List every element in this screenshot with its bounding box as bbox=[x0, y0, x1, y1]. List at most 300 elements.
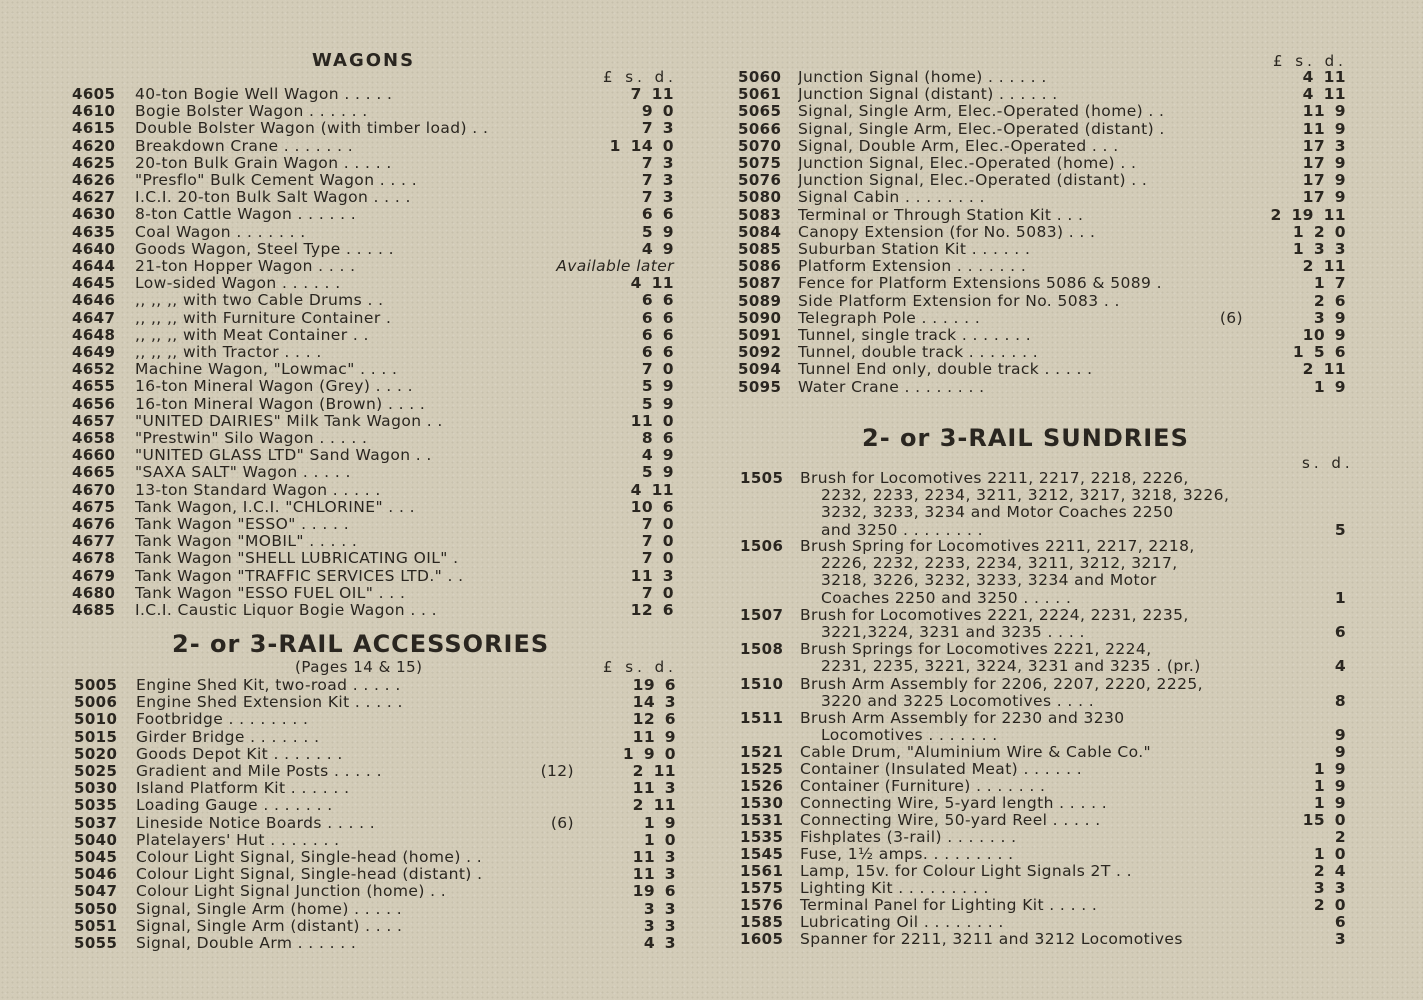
item-description: "SAXA SALT" Wagon . . . . . bbox=[135, 464, 351, 482]
sundries-col-header: s. d. bbox=[1302, 454, 1354, 472]
list-item bbox=[0, 69, 1423, 86]
catalogue-number: 5085 bbox=[738, 240, 782, 258]
item-price: 6 bbox=[1334, 623, 1346, 642]
list-item bbox=[0, 344, 1423, 361]
catalogue-number: 5090 bbox=[738, 308, 782, 327]
item-description: Platform Extension . . . . . . . bbox=[798, 258, 1027, 276]
list-item bbox=[0, 121, 1423, 138]
item-price: 17 9 bbox=[1302, 171, 1346, 190]
item-price: 5 9 bbox=[641, 222, 674, 241]
catalogue-number: 5091 bbox=[738, 326, 782, 344]
item-description: Platelayers' Hut . . . . . . . bbox=[136, 831, 340, 849]
item-price: 6 6 bbox=[641, 291, 674, 310]
item-price: 1 0 bbox=[643, 830, 676, 849]
description-line: Terminal Panel for Lighting Kit . . . . . bbox=[800, 896, 1098, 914]
item-description: Lineside Notice Boards . . . . . bbox=[136, 814, 376, 832]
description-line: Connecting Wire, 5-yard length . . . . . bbox=[800, 794, 1108, 812]
item-price: 6 6 bbox=[641, 308, 674, 327]
item-price: 6 bbox=[1334, 913, 1346, 931]
item-description bbox=[800, 607, 1245, 641]
item-description: I.C.I. 20-ton Bulk Salt Wagon . . . . bbox=[135, 189, 411, 207]
item-description: Goods Wagon, Steel Type . . . . . bbox=[135, 240, 394, 258]
catalogue-number: 4647 bbox=[72, 308, 116, 327]
catalogue-number: 1511 bbox=[740, 709, 784, 727]
item-description bbox=[800, 846, 1245, 863]
item-price: 4 bbox=[1334, 657, 1346, 676]
item-description: Fence for Platform Extensions 5086 & 5089 . bbox=[798, 275, 1162, 293]
list-item bbox=[0, 761, 1423, 778]
description-line: 2226, 2232, 2233, 2234, 3211, 3212, 3217, bbox=[821, 554, 1178, 573]
item-description: Tank Wagon "SHELL LUBRICATING OIL" . bbox=[135, 550, 459, 568]
item-price: 2 4 bbox=[1313, 862, 1346, 880]
item-description: Tank Wagon "MOBIL" . . . . . bbox=[135, 533, 358, 551]
list-item bbox=[0, 880, 1423, 897]
item-price: 3 3 bbox=[643, 916, 676, 935]
item-price: Available later bbox=[556, 257, 674, 275]
catalogue-number: 5083 bbox=[738, 205, 782, 224]
list-item bbox=[0, 794, 1423, 815]
item-price: 7 0 bbox=[641, 360, 674, 379]
description-line: Brush Spring for Locomotives 2211, 2217, 2218, bbox=[800, 537, 1195, 555]
item-description: Tank Wagon "ESSO" . . . . . bbox=[135, 516, 350, 533]
item-description: Machine Wagon, "Lowmac" . . . . bbox=[135, 361, 398, 379]
description-line: Brush Arm Assembly for 2230 and 3230 bbox=[800, 709, 1125, 727]
item-description bbox=[800, 863, 1245, 880]
item-description: Signal Cabin . . . . . . . . bbox=[798, 189, 985, 207]
item-price: 3 bbox=[1334, 930, 1346, 948]
item-description: Bogie Bolster Wagon . . . . . . bbox=[135, 103, 368, 121]
accessories-subheading: (Pages 14 & 15) bbox=[295, 658, 423, 676]
list-item bbox=[0, 447, 1423, 464]
item-description: Goods Depot Kit . . . . . . . bbox=[136, 745, 343, 763]
item-price: 10 9 bbox=[1302, 326, 1346, 344]
catalogue-number: 5092 bbox=[738, 343, 782, 362]
catalogue-number: 1521 bbox=[740, 743, 784, 761]
catalogue-number: 4644 bbox=[72, 257, 116, 275]
item-description: Colour Light Signal, Single-head (distant) . bbox=[136, 866, 483, 884]
catalogue-number: 4645 bbox=[72, 274, 116, 293]
catalogue-number: 1530 bbox=[740, 794, 784, 812]
item-price: 1 9 bbox=[1313, 760, 1346, 778]
catalogue-number: 4615 bbox=[72, 119, 116, 138]
item-description: Signal, Single Arm (home) . . . . . bbox=[136, 900, 403, 918]
item-price: 17 3 bbox=[1302, 136, 1346, 155]
item-price: 7 3 bbox=[641, 153, 674, 172]
catalogue-number: 4630 bbox=[72, 205, 116, 224]
item-price: 4 3 bbox=[643, 934, 676, 952]
item-price: 3 3 bbox=[1313, 879, 1346, 897]
item-description: Tunnel, single track . . . . . . . bbox=[798, 327, 1032, 344]
catalogue-number: 4620 bbox=[72, 136, 116, 155]
item-description: Signal, Double Arm . . . . . . bbox=[136, 935, 357, 952]
catalogue-number: 5045 bbox=[74, 848, 118, 866]
list-item bbox=[0, 470, 1423, 539]
item-price: 1 9 bbox=[1313, 794, 1346, 812]
item-description: Engine Shed Extension Kit . . . . . bbox=[136, 694, 403, 712]
catalogue-number: 1545 bbox=[740, 845, 784, 863]
list-item bbox=[0, 172, 1423, 189]
item-description: "UNITED GLASS LTD" Sand Wagon . . bbox=[135, 447, 432, 465]
description-line: Container (Insulated Meat) . . . . . . bbox=[800, 760, 1083, 778]
list-item bbox=[0, 241, 1423, 258]
item-description: 40-ton Bogie Well Wagon . . . . . bbox=[135, 86, 393, 103]
item-description bbox=[800, 778, 1245, 795]
list-item bbox=[0, 897, 1423, 914]
list-item bbox=[0, 744, 1423, 761]
item-description: Colour Light Signal Junction (home) . . bbox=[136, 883, 447, 901]
item-description bbox=[800, 761, 1245, 778]
catalogue-number: 5051 bbox=[74, 916, 118, 935]
catalogue-number: 4657 bbox=[72, 411, 116, 430]
catalogue-number: 1526 bbox=[740, 777, 784, 795]
item-price: 4 11 bbox=[1302, 85, 1346, 104]
item-description: 13-ton Standard Wagon . . . . . bbox=[135, 481, 381, 499]
item-price: 1 9 bbox=[1313, 777, 1346, 795]
catalogue-number: 1561 bbox=[740, 862, 784, 880]
item-price: 8 6 bbox=[641, 429, 674, 447]
item-price: 4 11 bbox=[630, 274, 674, 293]
item-price: 11 3 bbox=[630, 566, 674, 585]
sundries-heading: 2- or 3-RAIL SUNDRIES bbox=[862, 424, 1189, 452]
list-item bbox=[0, 207, 1423, 224]
item-description: 20-ton Bulk Grain Wagon . . . . . bbox=[135, 154, 392, 172]
description-line: Brush Arm Assembly for 2206, 2207, 2220, 2225, bbox=[800, 675, 1203, 693]
description-line: Fishplates (3-rail) . . . . . . . bbox=[800, 828, 1017, 846]
description-line: Brush Springs for Locomotives 2221, 2224, bbox=[800, 640, 1152, 658]
item-description: Tank Wagon "ESSO FUEL OIL" . . . bbox=[135, 584, 406, 602]
wagons-heading: WAGONS bbox=[312, 50, 416, 71]
item-description: Signal, Double Arm, Elec.-Operated . . . bbox=[798, 137, 1119, 155]
catalogue-number: 4640 bbox=[72, 239, 116, 258]
catalogue-number: 1525 bbox=[740, 760, 784, 778]
catalogue-number: 1575 bbox=[740, 879, 784, 897]
catalogue-number: 5086 bbox=[738, 257, 782, 276]
item-price: 2 11 bbox=[632, 796, 676, 815]
item-price: 7 0 bbox=[641, 583, 674, 602]
list-item bbox=[0, 327, 1423, 344]
item-description: "Presflo" Bulk Cement Wagon . . . . bbox=[135, 172, 418, 189]
item-description bbox=[800, 829, 1245, 846]
item-description: 16-ton Mineral Wagon (Grey) . . . . bbox=[135, 378, 413, 396]
catalogue-number: 5076 bbox=[738, 171, 782, 190]
item-price: 2 bbox=[1334, 828, 1346, 846]
catalogue-number: 1605 bbox=[740, 930, 784, 948]
description-line: Lighting Kit . . . . . . . . . bbox=[800, 879, 989, 897]
item-price: 2 19 11 bbox=[1270, 205, 1346, 224]
item-price: 5 9 bbox=[641, 394, 674, 413]
item-price: 6 6 bbox=[641, 325, 674, 344]
list-item bbox=[0, 777, 1423, 798]
item-price: 11 0 bbox=[630, 411, 674, 430]
item-price: 2 11 bbox=[632, 762, 676, 780]
description-line: 3221,3224, 3231 and 3235 . . . . bbox=[821, 623, 1085, 642]
item-price: 11 3 bbox=[632, 848, 676, 866]
list-item bbox=[0, 138, 1423, 155]
catalogue-number: 5046 bbox=[74, 865, 118, 884]
item-description: Breakdown Crane . . . . . . . bbox=[135, 137, 354, 155]
item-description: "Prestwin" Silo Wagon . . . . . bbox=[135, 430, 368, 447]
item-price: 3 3 bbox=[643, 899, 676, 918]
list-item bbox=[0, 310, 1423, 327]
catalogue-number: 5065 bbox=[738, 102, 782, 121]
catalogue-number: 4652 bbox=[72, 360, 116, 379]
list-item bbox=[0, 710, 1423, 744]
item-price: 7 11 bbox=[630, 85, 674, 103]
item-description: ,, ,, ,, with Meat Container . . bbox=[135, 326, 369, 344]
item-price: 5 bbox=[1334, 520, 1346, 539]
catalogue-number: 4605 bbox=[72, 85, 116, 103]
item-description: Junction Signal, Elec.-Operated (distant) . . bbox=[798, 172, 1148, 190]
catalogue-number: 5005 bbox=[74, 676, 118, 694]
description-line: Connecting Wire, 50-yard Reel . . . . . bbox=[800, 811, 1101, 829]
catalogue-number: 5084 bbox=[738, 222, 782, 241]
description-line: Cable Drum, "Aluminium Wire & Cable Co." bbox=[800, 743, 1152, 761]
catalogue-number: 4646 bbox=[72, 291, 116, 310]
catalogue-number: 4635 bbox=[72, 222, 116, 241]
catalogue-number: 5070 bbox=[738, 136, 782, 155]
item-price: 9 bbox=[1334, 726, 1346, 745]
description-line: 2232, 2233, 2234, 3211, 3212, 3217, 3218, 3226, bbox=[821, 486, 1230, 505]
item-price: 12 6 bbox=[632, 710, 676, 729]
item-price: 2 6 bbox=[1313, 291, 1346, 310]
catalogue-number: 5061 bbox=[738, 85, 782, 104]
item-price: 19 6 bbox=[632, 676, 676, 694]
catalogue-number: 5055 bbox=[74, 934, 118, 952]
list-item bbox=[0, 829, 1423, 846]
item-price: 1 0 bbox=[1313, 845, 1346, 863]
accessories-heading: 2- or 3-RAIL ACCESSORIES bbox=[172, 630, 550, 658]
list-item bbox=[0, 86, 1423, 103]
item-description: Double Bolster Wagon (with timber load) . . bbox=[135, 120, 489, 138]
catalogue-number: 4677 bbox=[72, 532, 116, 551]
catalogue-number: 5080 bbox=[738, 188, 782, 207]
item-description: Loading Gauge . . . . . . . bbox=[136, 797, 333, 815]
item-description bbox=[800, 744, 1245, 761]
item-price: 6 6 bbox=[641, 343, 674, 361]
item-description: Colour Light Signal, Single-head (home) . . bbox=[136, 849, 483, 866]
catalogue-number: 5094 bbox=[738, 360, 782, 379]
item-description: Junction Signal (distant) . . . . . . bbox=[798, 86, 1058, 104]
catalogue-number: 4675 bbox=[72, 497, 116, 516]
catalogue-number: 4627 bbox=[72, 188, 116, 207]
item-price: 11 3 bbox=[632, 779, 676, 798]
item-price: 5 9 bbox=[641, 377, 674, 396]
item-price: 19 6 bbox=[632, 882, 676, 901]
list-item bbox=[0, 155, 1423, 172]
catalogue-number: 5095 bbox=[738, 377, 782, 396]
catalogue-number: 5037 bbox=[74, 813, 118, 832]
catalogue-number: 4676 bbox=[72, 515, 116, 533]
item-description: Signal, Single Arm, Elec.-Operated (home) . . bbox=[798, 103, 1165, 121]
catalogue-number: 5047 bbox=[74, 882, 118, 901]
list-item bbox=[0, 430, 1423, 447]
catalogue-number: 5015 bbox=[74, 727, 118, 746]
catalogue-number: 4656 bbox=[72, 394, 116, 413]
item-description: Tunnel, double track . . . . . . . bbox=[798, 344, 1039, 362]
list-item bbox=[0, 863, 1423, 880]
list-item bbox=[0, 607, 1423, 641]
item-description: Tank Wagon, I.C.I. "CHLORINE" . . . bbox=[135, 498, 415, 516]
description-line: Container (Furniture) . . . . . . . bbox=[800, 777, 1046, 795]
accessories-cont-col-header: £ s. d. bbox=[1273, 52, 1347, 70]
catalogue-number: 1531 bbox=[740, 811, 784, 829]
catalogue-number: 1505 bbox=[740, 469, 784, 487]
catalogue-number: 1576 bbox=[740, 896, 784, 914]
description-line: Locomotives . . . . . . . bbox=[821, 726, 998, 745]
list-item bbox=[0, 538, 1423, 607]
catalogue-number: 5089 bbox=[738, 291, 782, 310]
list-item bbox=[0, 396, 1423, 413]
item-price: 4 11 bbox=[630, 480, 674, 499]
list-item bbox=[0, 676, 1423, 710]
item-description bbox=[800, 641, 1245, 675]
item-price: 11 9 bbox=[1302, 119, 1346, 138]
list-item bbox=[0, 189, 1423, 206]
catalogue-number: 1506 bbox=[740, 537, 784, 555]
item-description: Low-sided Wagon . . . . . . bbox=[135, 275, 341, 293]
item-price: 11 9 bbox=[1302, 102, 1346, 121]
catalogue-number: 1510 bbox=[740, 675, 784, 693]
list-item bbox=[0, 293, 1423, 310]
catalogue-number: 4649 bbox=[72, 343, 116, 361]
catalogue-number: 5075 bbox=[738, 154, 782, 172]
item-description bbox=[800, 538, 1245, 607]
catalogue-number: 4658 bbox=[72, 429, 116, 447]
item-description: Canopy Extension (for No. 5083) . . . bbox=[798, 223, 1096, 241]
item-description: Signal, Single Arm, Elec.-Operated (distant) . bbox=[798, 120, 1165, 138]
item-description bbox=[800, 795, 1245, 812]
item-price: 1 14 0 bbox=[609, 136, 674, 155]
item-price: 11 9 bbox=[632, 727, 676, 746]
item-price: 10 6 bbox=[630, 497, 674, 516]
description-line: 2231, 2235, 3221, 3224, 3231 and 3235 . (pr.) bbox=[821, 657, 1201, 676]
item-description: "UNITED DAIRIES" Milk Tank Wagon . . bbox=[135, 412, 443, 430]
catalogue-number: 4679 bbox=[72, 566, 116, 585]
item-price: 17 9 bbox=[1302, 188, 1346, 207]
catalogue-number: 1585 bbox=[740, 913, 784, 931]
item-price: 4 9 bbox=[641, 446, 674, 465]
catalogue-number: 4660 bbox=[72, 446, 116, 465]
description-line: Lubricating Oil . . . . . . . . bbox=[800, 913, 1004, 931]
item-description: Suburban Station Kit . . . . . . bbox=[798, 241, 1031, 258]
catalogue-number: 5040 bbox=[74, 830, 118, 849]
item-price: 4 11 bbox=[1302, 68, 1346, 86]
item-description bbox=[800, 914, 1245, 931]
quantity-note: (6) bbox=[550, 813, 574, 832]
item-price: 7 0 bbox=[641, 532, 674, 551]
description-line: Brush for Locomotives 2221, 2224, 2231, 2235, bbox=[800, 606, 1189, 624]
description-line: 3232, 3233, 3234 and Motor Coaches 2250 bbox=[821, 503, 1174, 522]
catalogue-number: 1535 bbox=[740, 828, 784, 846]
item-description: 8-ton Cattle Wagon . . . . . . bbox=[135, 206, 357, 224]
item-price: 1 9 bbox=[1313, 377, 1346, 396]
description-line: and 3250 . . . . . . . . bbox=[821, 520, 983, 539]
item-description: Junction Signal (home) . . . . . . bbox=[798, 69, 1047, 86]
item-price: 2 0 bbox=[1313, 896, 1346, 914]
item-price: 17 9 bbox=[1302, 154, 1346, 172]
list-item bbox=[0, 812, 1423, 829]
catalogue-number: 4655 bbox=[72, 377, 116, 396]
item-price: 1 3 3 bbox=[1292, 240, 1346, 258]
item-description: Side Platform Extension for No. 5083 . . bbox=[798, 292, 1120, 310]
wagons-col-header: £ s. d. bbox=[603, 68, 677, 86]
item-price: 2 11 bbox=[1302, 360, 1346, 379]
item-price: 1 9 0 bbox=[622, 744, 676, 763]
description-line: 3218, 3226, 3232, 3233, 3234 and Motor bbox=[821, 571, 1157, 590]
item-description: 21-ton Hopper Wagon . . . . bbox=[135, 258, 356, 275]
catalogue-number: 5060 bbox=[738, 68, 782, 86]
item-price: 9 bbox=[1334, 743, 1346, 761]
description-line: 3220 and 3225 Locomotives . . . . bbox=[821, 692, 1095, 711]
item-description bbox=[800, 897, 1245, 914]
catalogue-number: 4665 bbox=[72, 463, 116, 482]
item-description: Terminal or Through Station Kit . . . bbox=[798, 206, 1084, 224]
catalogue-number: 5010 bbox=[74, 710, 118, 729]
item-description: ,, ,, ,, with Furniture Container . bbox=[135, 309, 392, 327]
description-line: Fuse, 1½ amps. . . . . . . . . bbox=[800, 845, 1014, 863]
item-description bbox=[800, 470, 1245, 539]
catalogue-number: 4625 bbox=[72, 153, 116, 172]
catalogue-number: 5087 bbox=[738, 274, 782, 293]
list-item bbox=[0, 914, 1423, 931]
item-description: 16-ton Mineral Wagon (Brown) . . . . bbox=[135, 395, 426, 413]
quantity-note: (12) bbox=[540, 762, 574, 780]
item-description: Water Crane . . . . . . . . bbox=[798, 378, 985, 396]
item-price: 2 11 bbox=[1302, 257, 1346, 276]
catalogue-number: 5030 bbox=[74, 779, 118, 798]
catalogue-number: 4626 bbox=[72, 171, 116, 189]
item-price: 7 3 bbox=[641, 188, 674, 207]
catalogue-number: 5050 bbox=[74, 899, 118, 918]
list-item bbox=[0, 275, 1423, 292]
item-price: 1 bbox=[1334, 588, 1346, 607]
list-item bbox=[0, 258, 1423, 275]
item-price: 4 9 bbox=[641, 239, 674, 258]
item-description bbox=[800, 880, 1245, 897]
catalogue-number: 5020 bbox=[74, 744, 118, 763]
list-item bbox=[0, 103, 1423, 120]
item-description: Junction Signal, Elec.-Operated (home) . . bbox=[798, 155, 1137, 172]
accessories-col-header: £ s. d. bbox=[603, 658, 677, 676]
item-description: Footbridge . . . . . . . . bbox=[136, 711, 309, 729]
catalogue-number: 4685 bbox=[72, 601, 116, 619]
quantity-note: (6) bbox=[1219, 308, 1243, 327]
item-price: 1 5 6 bbox=[1292, 343, 1346, 362]
catalogue-number: 4678 bbox=[72, 549, 116, 568]
item-description: Tunnel End only, double track . . . . . bbox=[798, 361, 1093, 379]
item-price: 7 3 bbox=[641, 119, 674, 138]
catalogue-number: 4680 bbox=[72, 583, 116, 602]
item-description bbox=[800, 931, 1245, 948]
item-price: 14 3 bbox=[632, 693, 676, 712]
catalogue-number: 1508 bbox=[740, 640, 784, 658]
item-description: Signal, Single Arm (distant) . . . . bbox=[136, 917, 403, 935]
item-price: 9 0 bbox=[641, 102, 674, 121]
item-price: 11 3 bbox=[632, 865, 676, 884]
item-price: 7 3 bbox=[641, 171, 674, 189]
catalogue-number: 4670 bbox=[72, 480, 116, 499]
item-price: 7 0 bbox=[641, 515, 674, 533]
catalogue-number: 1507 bbox=[740, 606, 784, 624]
item-description: Gradient and Mile Posts . . . . . bbox=[136, 763, 382, 780]
item-description bbox=[800, 812, 1245, 829]
description-line: Lamp, 15v. for Colour Light Signals 2T . . bbox=[800, 862, 1132, 880]
item-price: 1 2 0 bbox=[1292, 222, 1346, 241]
item-description: Island Platform Kit . . . . . . bbox=[136, 780, 350, 798]
item-description: ,, ,, ,, with Tractor . . . . bbox=[135, 344, 322, 361]
catalogue-number: 4648 bbox=[72, 325, 116, 344]
catalogue-number: 5035 bbox=[74, 796, 118, 815]
